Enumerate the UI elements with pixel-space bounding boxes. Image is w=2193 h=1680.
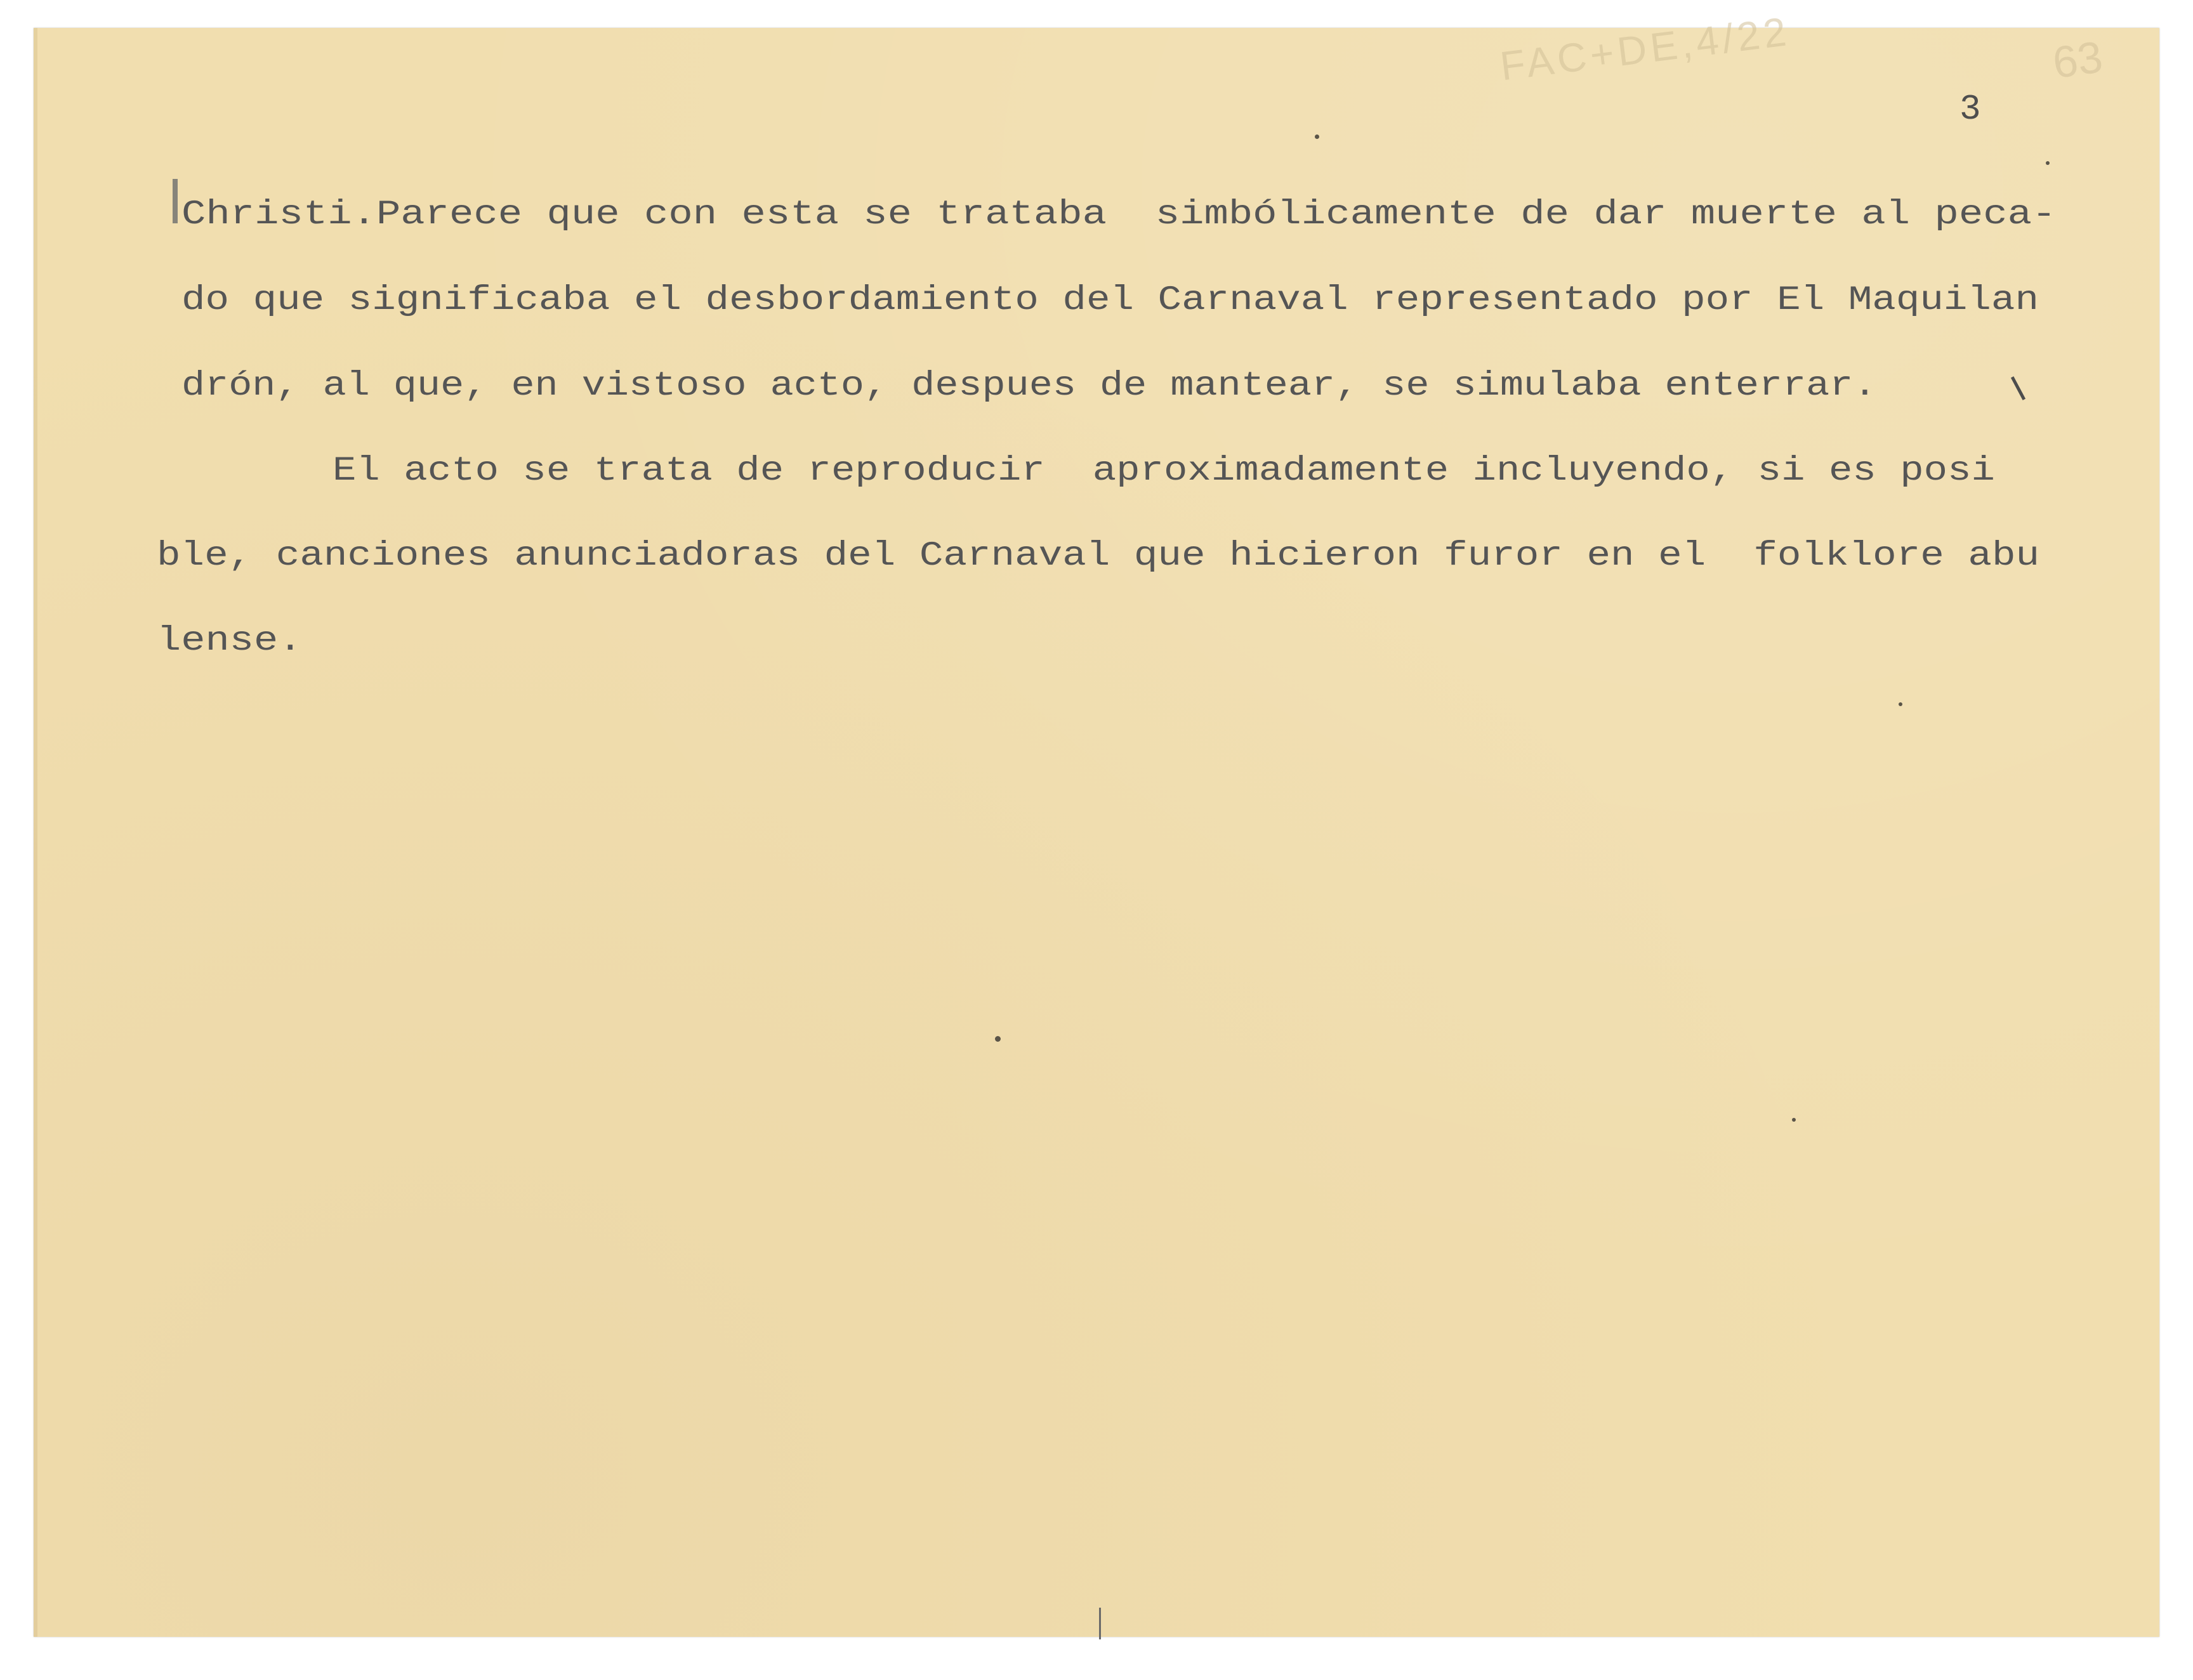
typewritten-page [34, 28, 2159, 1637]
text-line: do que significaba el desbordamiento del Carnaval representado por El Maquilan [181, 281, 2039, 320]
text-line: El acto se trata de reproducir aproximadamente incluyendo, si es posi [333, 452, 1995, 490]
text-line: Christi.Parece que con esta se trataba simbólicamente de dar muerte al peca- [181, 195, 2057, 234]
ink-speck [1792, 1118, 1796, 1122]
text-line: lense. [157, 622, 303, 660]
ink-speck [1315, 135, 1319, 139]
page-number: 3 [1959, 89, 1981, 129]
archive-reference: FAC+DE,4/22 [1498, 8, 1793, 89]
text-line: ble, canciones anunciadoras del Carnaval que hicieron furor en el folklore abu [157, 537, 2040, 575]
margin-mark [173, 179, 178, 223]
ink-speck [2046, 161, 2050, 165]
ink-speck [1899, 702, 1902, 706]
text-line: drón, al que, en vistoso acto, despues de mantear, se simulaba enterrar. [181, 367, 1877, 405]
archive-reference-prefix: 63 [2050, 32, 2106, 88]
paper-edge [34, 28, 37, 1637]
edge-tick [1099, 1608, 1101, 1639]
ink-speck [995, 1036, 1001, 1042]
